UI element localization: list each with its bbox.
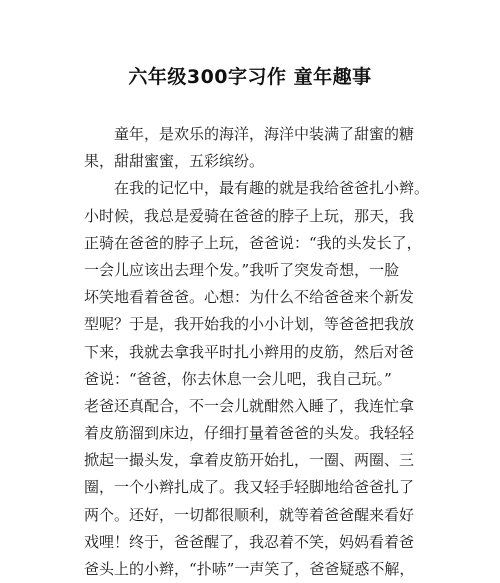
- text-line: 掀起一撮头发，拿着皮筋开始扎，一圈、两圈、三: [84, 451, 415, 470]
- text-line: 一会儿应该出去理个发。”我听了突发奇想，一脸: [84, 260, 400, 279]
- text-line: 小时候，我总是爱骑在爸爸的脖子上玩，那天，我: [84, 206, 415, 225]
- text-line: 正骑在爸爸的脖子上玩，爸爸说：“我的头发长了，: [84, 233, 422, 252]
- text-line: 童年，是欢乐的海洋，海洋中装满了甜蜜的糖: [84, 125, 415, 143]
- text-line: 两个。还好，一切都很顺利，就等着爸爸醒来看好: [84, 505, 415, 524]
- text-line: 果，甜甜蜜蜜，五彩缤纷。: [84, 152, 265, 171]
- text-line: 下来，我就去拿我平时扎小辫用的皮筋，然后对爸: [84, 342, 415, 361]
- text-line: 老爸还真配合，不一会儿就酣然入睡了，我连忙拿: [84, 396, 415, 415]
- text-line: 型呢？于是，我开始我的小小计划，等爸爸把我放: [84, 315, 415, 334]
- text-line: 圈，一个小辫扎成了。我又轻手轻脚地给爸爸扎了: [84, 478, 415, 497]
- document-body: [84, 121, 430, 583]
- text-line: 着皮筋溜到床边，仔细打量着爸爸的头发。我轻轻: [84, 424, 415, 443]
- text-line: 戏哩！终于，爸爸醒了，我忍着不笑，妈妈看着爸: [84, 532, 415, 551]
- text-line: 爸说：“爸爸，你去休息一会儿吧，我自己玩。”: [84, 369, 392, 388]
- text-line: 在我的记忆中，最有趣的就是我给爸爸扎小辫。: [84, 179, 430, 198]
- text-line: 坏笑地看着爸爸。心想：为什么不给爸爸来个新发: [84, 288, 415, 307]
- text-line: 爸头上的小辫，“扑哧”一声笑了，爸爸疑惑不解，: [84, 560, 415, 578]
- document-title: 六年级300字习作 童年趣事: [128, 66, 372, 88]
